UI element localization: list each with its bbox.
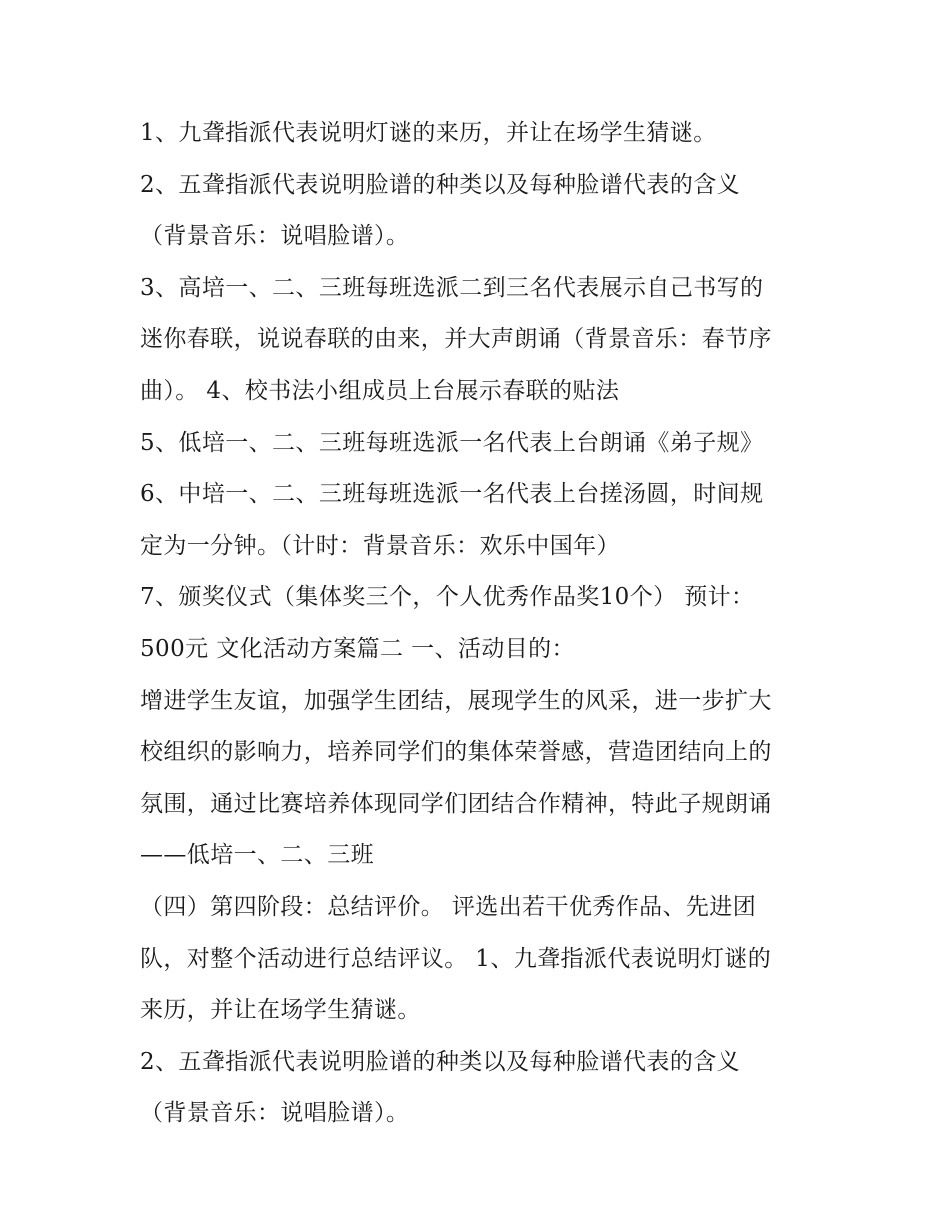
document-body [140,108,820,1140]
text-line: （背景音乐：说唱脸谱）。 [140,223,410,250]
text-line: ——低培一、二、三班 [140,842,374,869]
text-line: （背景音乐：说唱脸谱）。 [140,1100,410,1127]
text-line: 队，对整个活动进行总结评议。 1、九聋指派代表说明灯谜的 [140,945,772,972]
text-line: 校组织的影响力，培养同学们的集体荣誉感，营造团结向上的 [140,739,772,766]
text-line: 定为一分钟。（计时：背景音乐：欢乐中国年） [140,532,620,559]
text-line: 6、中培一、二、三班每班选派一名代表上台搓汤圆，时间规 [140,481,764,508]
text-line: 来历，并让在场学生猜谜。 [140,997,421,1024]
text-line: 500元 文化活动方案篇二 一、活动目的： [140,635,575,662]
text-line: 5、低培一、二、三班每班选派一名代表上台朗诵《弟子规》 [140,429,764,456]
text-line: 迷你春联，说说春联的由来，并大声朗诵（背景音乐：春节序 [140,326,772,353]
text-line: 氛围，通过比赛培养体现同学们团结合作精神，特此子规朗诵 [140,790,772,817]
text-line: 2、五聋指派代表说明脸谱的种类以及每种脸谱代表的含义 [140,171,741,198]
text-line: 1、九聋指派代表说明灯谜的来历，并让在场学生猜谜。 [140,120,717,146]
text-line: 曲）。 4、校书法小组成员上台展示春联的贴法 [140,377,620,404]
text-line: 增进学生友谊，加强学生团结，展现学生的风采，进一步扩大 [140,687,772,714]
text-line: 2、五聋指派代表说明脸谱的种类以及每种脸谱代表的含义 [140,1048,741,1075]
text-line: 7、颁奖仪式（集体奖三个，个人优秀作品奖10个） 预计： [140,584,755,611]
text-line: 3、高培一、二、三班每班选派二到三名代表展示自己书写的 [140,274,764,301]
text-line: （四）第四阶段：总结评价。 评选出若干优秀作品、先进团 [140,893,757,920]
